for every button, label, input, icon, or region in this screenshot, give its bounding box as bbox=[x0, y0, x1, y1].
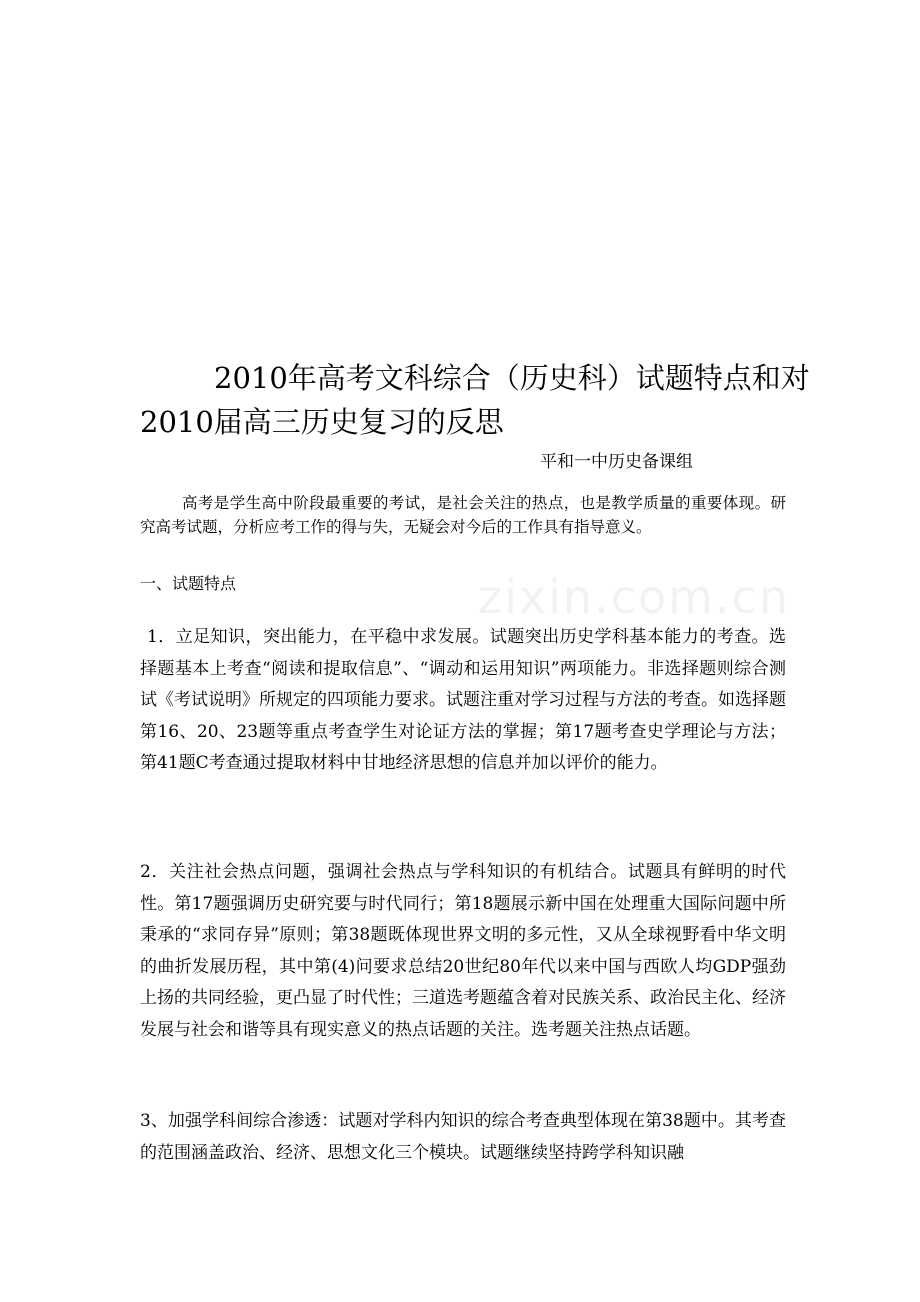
section-heading: 一、试题特点 bbox=[140, 574, 237, 593]
document-title bbox=[140, 356, 810, 444]
title-line-1: 2010年高考文科综合（历史科）试题特点和对 bbox=[214, 361, 810, 395]
author-line: 平和一中历史备课组 bbox=[540, 452, 693, 472]
body-paragraph-1: 1．立足知识，突出能力，在平稳中求发展。试题突出历史学科基本能力的考查。选择题基本上考查“阅读和提取信息”、“调动和运用知识”两项能力。非选择题则综合测试《考试说明》所规定的四项能力要求。试题注重对学习过程与方法的考查。如选择题第16、20、23题等重点考查学生对论证方法的掌握；第17题考查史学理论与方法；第41题C考查通过提取材料中甘地经济思想的信息并加以评价的能力。 bbox=[140, 627, 786, 773]
title-line-2: 2010届高三历史复习的反思 bbox=[140, 405, 504, 439]
intro-paragraph: 高考是学生高中阶段最重要的考试，是社会关注的热点，也是教学质量的重要体现。研究高考试题，分析应考工作的得与失，无疑会对今后的工作具有指导意义。 bbox=[140, 494, 786, 536]
watermark-text: zixin.com.cn bbox=[478, 570, 791, 624]
body-paragraph-2: 2．关注社会热点问题，强调社会热点与学科知识的有机结合。试题具有鲜明的时代性。第17题强调历史研究要与时代同行；第18题展示新中国在处理重大国际问题中所秉承的“求同存异”原则；第38题既体现世界文明的多元性，又从全球视野看中华文明的曲折发展历程，其中第(4)问要求总结20世纪80年代以来中国与西欧人均GDP强劲上扬的共同经验，更凸显了时代性；三道选考题蕴含着对民族关系、政治民主化、经济发展与社会和谐等具有现实意义的热点话题的关注。选考题关注热点话题。 bbox=[140, 862, 786, 1040]
body-paragraph-3: 3、加强学科间综合渗透：试题对学科内知识的综合考查典型体现在第38题中。其考查的范围涵盖政治、经济、思想文化三个模块。试题继续坚持跨学科知识融 bbox=[140, 1111, 786, 1163]
